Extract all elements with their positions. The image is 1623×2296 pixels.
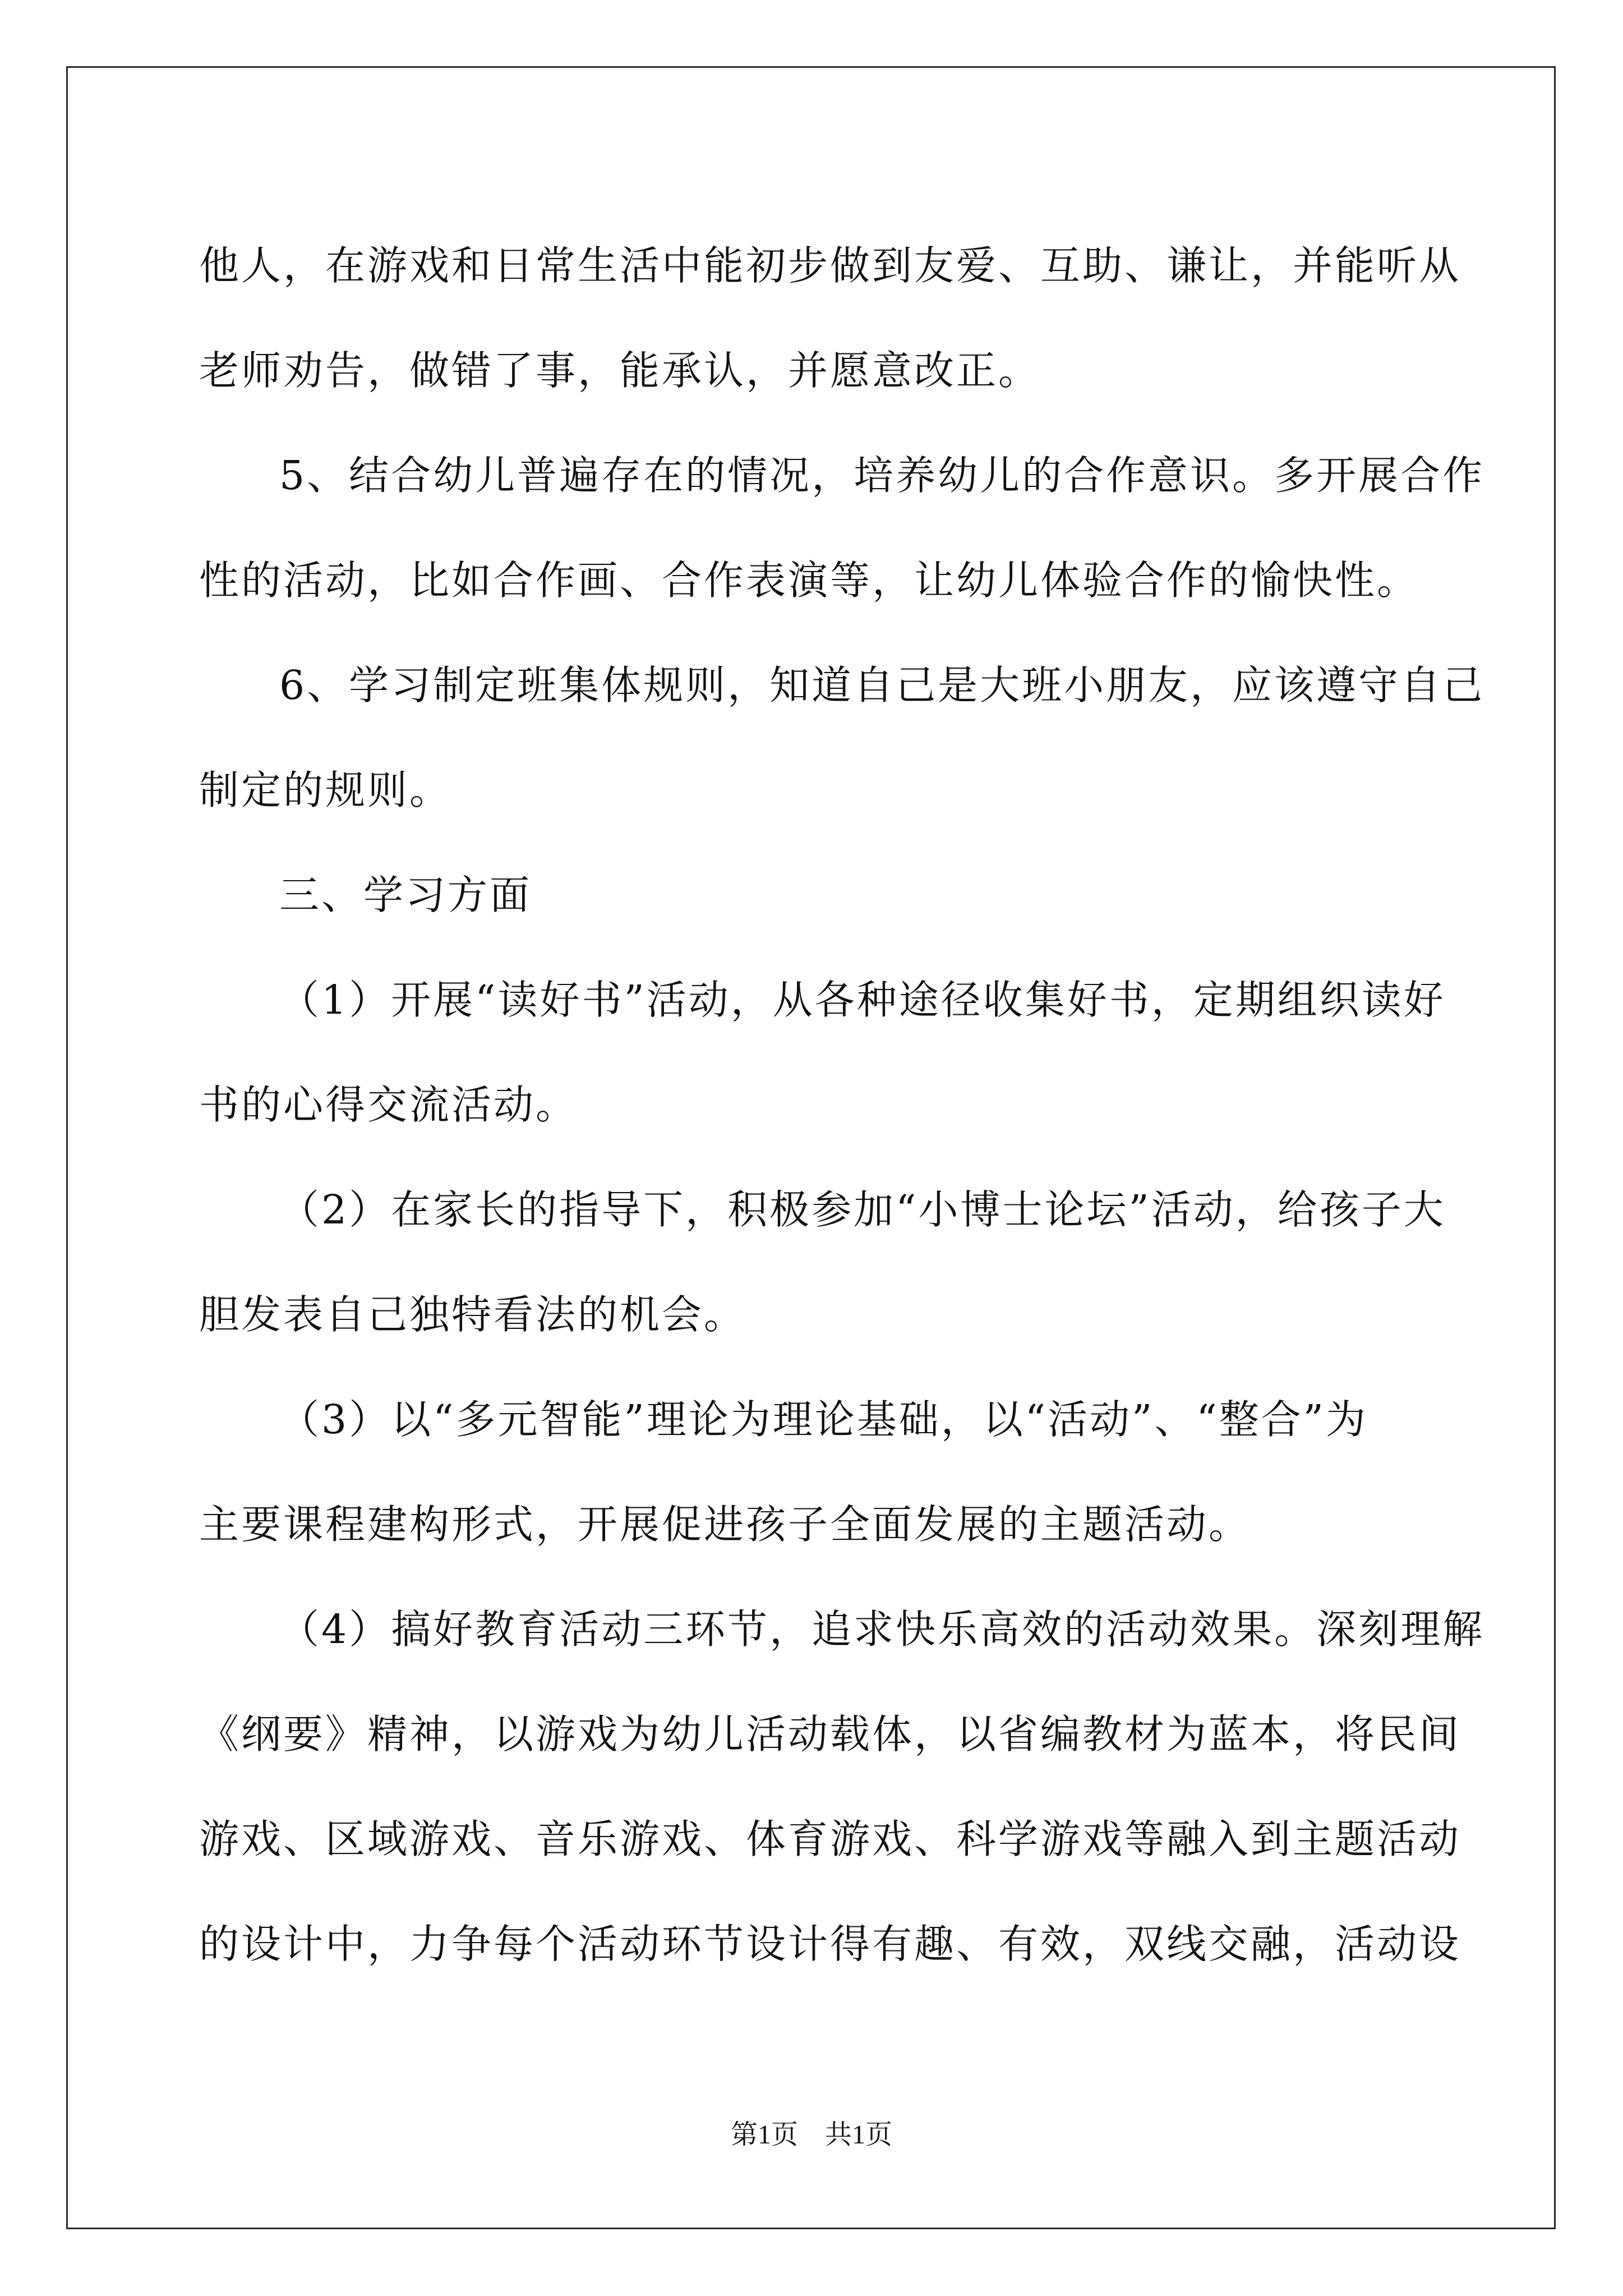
text-line-17: 的设计中，力争每个活动环节设计得有趣、有效，双线交融，活动设 (199, 1921, 1461, 1967)
section-heading: 三、学习方面 (279, 872, 532, 918)
text-line-12: （3）以“多元智能”理论为理论基础，以“活动”、“整合”为 (279, 1396, 1368, 1443)
text-line-13: 主要课程建构形式，开展促进孩子全面发展的主题活动。 (199, 1501, 1251, 1548)
text-line-16: 游戏、区域游戏、音乐游戏、体育游戏、科学游戏等融入到主题活动 (199, 1816, 1461, 1862)
text-line-9: 书的心得交流活动。 (199, 1082, 578, 1128)
document-body (199, 213, 1485, 1996)
page-footer: 第1页 共1页 (730, 2120, 892, 2150)
text-line-5: 6、学习制定班集体规则，知道自己是大班小朋友，应该遵守自己 (279, 662, 1485, 708)
text-line-15: 《纲要》精神，以游戏为幼儿活动载体，以省编教材为蓝本，将民间 (199, 1711, 1461, 1757)
text-line-14: （4）搞好教育活动三环节，追求快乐高效的活动效果。深刻理解 (279, 1606, 1485, 1653)
text-line-2: 老师劝告，做错了事，能承认，并愿意改正。 (199, 347, 1041, 394)
text-line-3: 5、结合幼儿普遍存在的情况，培养幼儿的合作意识。多开展合作 (279, 452, 1485, 499)
text-line-1: 他人，在游戏和日常生活中能初步做到友爱、互助、谦让，并能听从 (199, 242, 1461, 289)
text-line-4: 性的活动，比如合作画、合作表演等，让幼儿体验合作的愉快性。 (199, 557, 1419, 604)
text-line-6: 制定的规则。 (199, 767, 452, 813)
text-line-10: （2）在家长的指导下，积极参加“小博士论坛”活动，给孩子大 (279, 1186, 1446, 1233)
text-line-11: 胆发表自己独特看法的机会。 (199, 1291, 746, 1338)
text-line-8: （1）开展“读好书”活动，从各种途径收集好书，定期组织读好 (279, 977, 1446, 1023)
